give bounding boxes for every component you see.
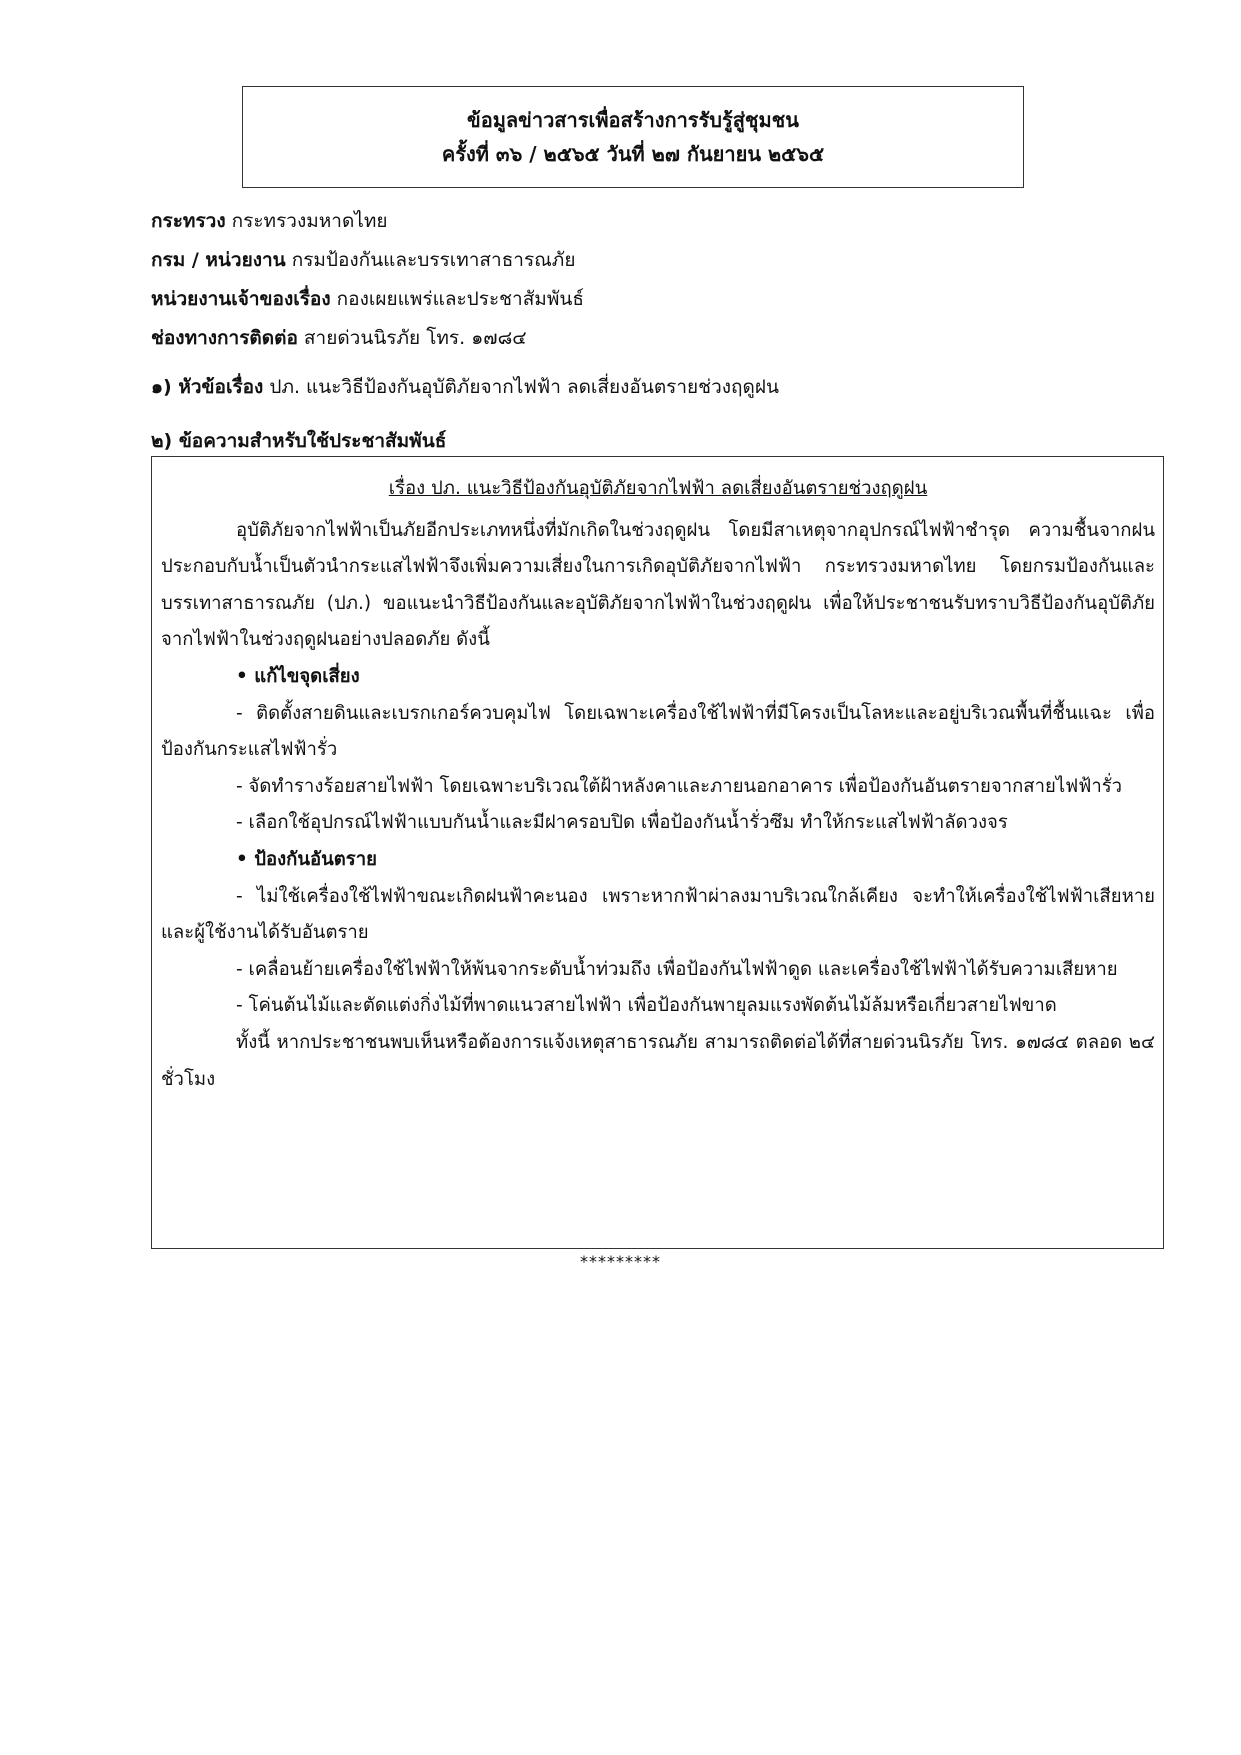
owner-label: หน่วยงานเจ้าของเรื่อง [151,288,331,310]
press-release-title: เรื่อง ปภ. แนะวิธีป้องกันอุบัติภัยจากไฟฟ้า ลดเสี่ยงอันตรายช่วงฤดูฝน [388,478,928,499]
ministry-label: กระทรวง [151,210,226,232]
contact-row [151,321,1151,360]
closing-paragraph: ทั้งนี้ หากประชาชนพบเห็นหรือต้องการแจ้งเหตุสาธารณภัย สามารถติดต่อได้ที่สายด่วนนิรภัย โทร. ๑๗๘๔ ตลอด ๒๔ ชั่วโมง [161,1031,1155,1090]
end-marker: ********* [580,1252,661,1271]
bullet-prevent-danger: • ป้องกันอันตราย [236,848,377,870]
department-label: กรม / หน่วยงาน [151,249,286,271]
department-value: กรมป้องกันและบรรเทาสาธารณภัย [291,249,576,271]
section1-heading [151,370,779,404]
contact-label: ช่องทางการติดต่อ [151,327,298,349]
press-release-box [151,456,1164,1249]
item-trim-trees: - โค่นต้นไม้และตัดแต่งกิ่งไม้ที่พาดแนวสายไฟฟ้า เพื่อป้องกันพายุลมแรงพัดต้นไม้ล้มหรือเกี่ยวสายไฟขาด [236,995,1057,1017]
item-move-appliances: - เคลื่อนย้ายเครื่องใช้ไฟฟ้าให้พ้นจากระดับน้ำท่วมถึง เพื่อป้องกันไฟฟ้าดูด และเครื่องใช้ไฟฟ้าได้รับความเสียหาย [236,958,1118,980]
section1-label: ๑) หัวข้อเรื่อง [151,376,264,398]
section2-label: ๒) ข้อความสำหรับใช้ประชาสัมพันธ์ [151,430,447,452]
issue-number-date: ครั้งที่ ๓๖ / ๒๕๖๕ วันที่ ๒๗ กันยายน ๒๕๖๕ [441,142,825,166]
item-thunderstorm: - ไม่ใช้เครื่องใช้ไฟฟ้าขณะเกิดฝนฟ้าคะนอง เพราะหากฟ้าผ่าลงมาบริเวณใกล้เคียง จะทำให้เครื่องใช้ไฟฟ้าเสียหาย และผู้ใช้งานได้รับอันตราย [161,885,1155,944]
item-wire-conduit: - จัดทำรางร้อยสายไฟฟ้า โดยเฉพาะบริเวณใต้ฝ้าหลังคาและภายนอกอาคาร เพื่อป้องกันอันตรายจากสายไฟฟ้ารั่ว [236,775,1123,797]
section2-heading [151,424,446,458]
document-title: ข้อมูลข่าวสารเพื่อสร้างการรับรู้สู่ชุมชน [467,108,799,132]
bullet-fix-risk: • แก้ไขจุดเสี่ยง [236,665,360,687]
section1-value: ปภ. แนะวิธีป้องกันอุบัติภัยจากไฟฟ้า ลดเสี่ยงอันตรายช่วงฤดูฝน [269,376,779,398]
item-waterproof: - เลือกใช้อุปกรณ์ไฟฟ้าแบบกันน้ำและมีฝาครอบปิด เพื่อป้องกันน้ำรั่วซึม ทำให้กระแสไฟฟ้าลัดวงจร [236,812,1008,834]
ministry-row [151,204,1151,243]
contact-value: สายด่วนนิรภัย โทร. ๑๗๘๔ [303,327,527,349]
owner-value: กองเผยแพร่และประชาสัมพันธ์ [336,288,584,310]
ministry-value: กระทรวงมหาดไทย [231,210,388,232]
department-row [151,243,1151,282]
item-ground-breaker: - ติดตั้งสายดินและเบรกเกอร์ควบคุมไฟ โดยเฉพาะเครื่องใช้ไฟฟ้าที่มีโครงเป็นโลหะและอยู่บริเวณพื้นที่ชื้นแฉะ เพื่อป้องกันกระแสไฟฟ้ารั่ว [161,702,1155,761]
document-metadata [151,204,1151,360]
owner-row [151,282,1151,321]
document-title-box [242,86,1024,188]
intro-paragraph: อุบัติภัยจากไฟฟ้าเป็นภัยอีกประเภทหนึ่งที่มักเกิดในช่วงฤดูฝน โดยมีสาเหตุจากอุปกรณ์ไฟฟ้าชำรุด ความชื้นจากฝน ประกอบกับน้ำเป็นตัวนำกระแสไฟฟ้าจึงเพิ่มความเสี่ยงในการเกิดอุบัติภัยจากไฟฟ้า กระทรวงมหาดไทย โดยกรมป้องกันและบรรเทาสาธารณภัย (ปภ.) ขอแนะนำวิธีป้องกันและอุบัติภัยจากไฟฟ้าในช่วงฤดูฝน เพื่อให้ประชาชนรับทราบวิธีป้องกันอุบัติภัยจากไฟฟ้าในช่วงฤดูฝนอย่างปลอดภัย ดังนี้ [161,519,1155,651]
